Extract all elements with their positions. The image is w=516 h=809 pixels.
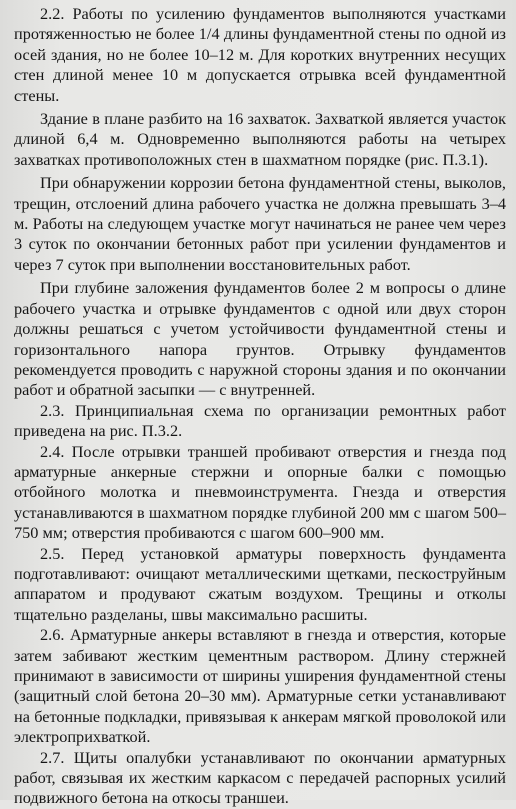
paragraph-2-4: 2.4. После отрывки траншей пробивают отверстия и гнезда под арматурные анкерные стержни и опорные балки с помощью отбойного молотка и пневмоинструмента. Гнезда и отверстия устанавливаются в шахматном порядке глубиной 200 мм с шагом 500–750 мм; отверстия пробиваются с шагом 600–900 мм. bbox=[14, 441, 506, 543]
paragraph-depth: При глубине заложения фундаментов более 2 м вопросы о длине рабочего участка и отрывке фундаментов с одной или двух сторон должны решаться с учетом устойчивости фундаментной стены и горизонтального напора грунтов. Отрывку фундаментов рекомендуется проводить с наружной стороны здания и по окончании работ и обратной засыпки — с внутренней. bbox=[14, 278, 506, 400]
paragraph-zones: Здание в плане разбито на 16 захваток. Захваткой является участок длиной 6,4 м. Одновременно выполняются работы на четырех захватках противоположных стен в шахматном порядке (рис. П.3.1). bbox=[14, 109, 506, 169]
paragraph-2-7: 2.7. Щиты опалубки устанавливают по окончании арматурных работ, связывая их жестким каркасом с передачей распорных усилий подвижного бетона на откосы траншеи. bbox=[14, 747, 506, 808]
paragraph-2-6: 2.6. Арматурные анкеры вставляют в гнезда и отверстия, которые затем забивают жестким цементным раствором. Длину стержней принимают в зависимости от ширины уширения фундаментной стены (защитный слой бетона 20–30 мм). Арматурные сетки устанавливают на бетонные подкладки, привязывая к анкерам мягкой проволокой или электроприхваткой. bbox=[14, 625, 506, 747]
paragraph-2-5: 2.5. Перед установкой арматуры поверхность фундамента подготавливают: очищают металлическими щетками, пескоструйным аппаратом и продувают сжатым воздухом. Трещины и отколы тщательно разделаны, швы максимально расшиты. bbox=[14, 543, 506, 624]
paragraph-2-2: 2.2. Работы по усилению фундаментов выполняются участками протяженностью не более 1/4 длины фундаментной стены по одной из осей здания, но не более 10–12 м. Для коротких внутренних несущих стен длиной менее 10 м допускается отрывка всей фундаментной стены. bbox=[14, 4, 506, 105]
paragraph-2-3: 2.3. Принципиальная схема по организации ремонтных работ приведена на рис. П.3.2. bbox=[14, 400, 506, 441]
paragraph-corrosion: При обнаружении коррозии бетона фундаментной стены, выколов, трещин, отслоений длина рабочего участка не должна превышать 3–4 м. Работы на следующем участке могут начинаться не ранее чем через 3 суток по окончании бетонных работ при усилении фундаментов и через 7 суток при выполнении восстановительных работ. bbox=[14, 173, 506, 274]
